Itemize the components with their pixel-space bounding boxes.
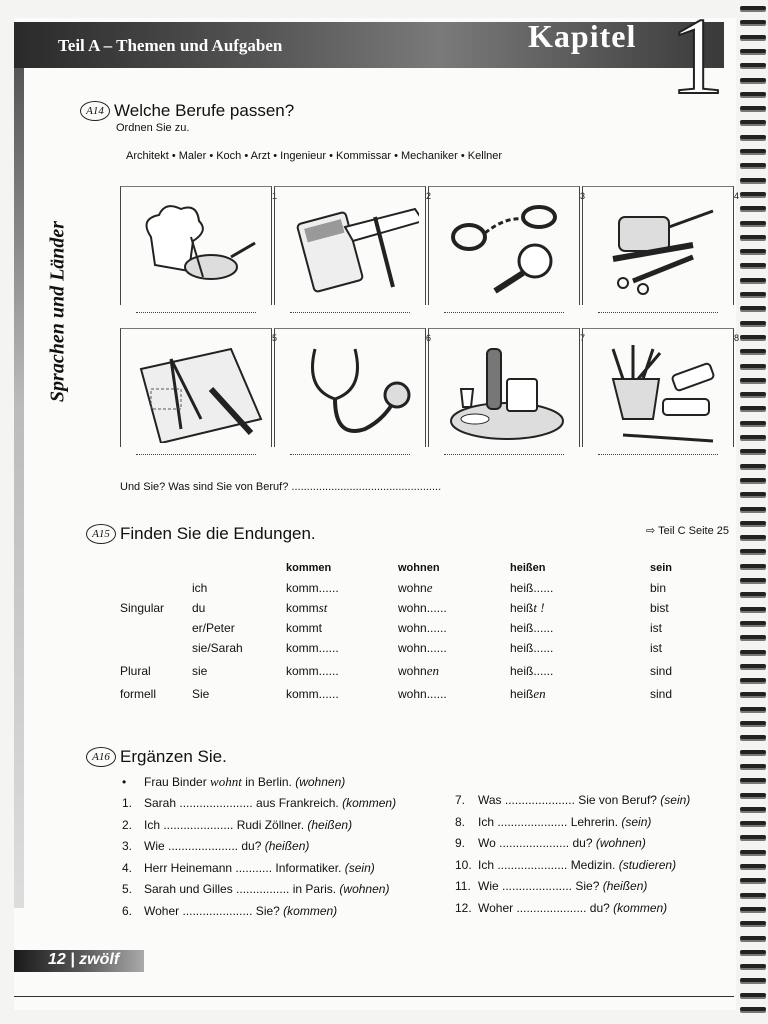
- cell-kommen: komm......: [286, 687, 339, 701]
- spiral-ring: [740, 306, 766, 310]
- exercise-item: [455, 793, 690, 807]
- row-pronoun: du: [192, 601, 206, 615]
- exercise-number: 8.: [455, 814, 466, 829]
- image-number: 8: [733, 333, 739, 343]
- table-row: [120, 578, 710, 598]
- image-box-1: [120, 186, 277, 305]
- spiral-ring: [740, 206, 766, 210]
- spiral-ring: [740, 850, 766, 854]
- image-box-4: [579, 186, 739, 305]
- a16-heading: [86, 746, 227, 767]
- cell-heissen: heißt !: [510, 600, 545, 615]
- spiral-ring: [740, 235, 766, 239]
- spiral-ring: [740, 578, 766, 582]
- spiral-ring: [740, 492, 766, 496]
- cell-sein: bist: [650, 601, 669, 615]
- side-band: [14, 68, 24, 908]
- spiral-ring: [740, 263, 766, 267]
- cell-kommen: kommt: [286, 621, 322, 635]
- cell-kommen: komm......: [286, 664, 339, 678]
- header-wohnen: wohnen: [398, 562, 440, 574]
- a15-heading: [86, 523, 316, 544]
- spiral-ring: [740, 392, 766, 396]
- exercise-hint: (heißen): [264, 839, 310, 854]
- exercise-text: Woher ..................... Sie?: [144, 904, 284, 918]
- row-pronoun: Sie: [192, 687, 210, 701]
- exercise-hint: (wohnen): [595, 836, 646, 851]
- spiral-ring: [740, 978, 766, 982]
- cell-sein: ist: [650, 621, 662, 635]
- spiral-ring: [740, 835, 766, 839]
- handwritten-ending: en: [426, 663, 439, 678]
- spiral-ring: [740, 35, 766, 39]
- a14-question: Und Sie? Was sind Sie von Beruf? .................................................: [120, 481, 442, 493]
- exercise-hint: (heißen): [602, 879, 648, 894]
- exercise-hint: (kommen): [613, 901, 668, 915]
- kapitel-label: Kapitel: [528, 18, 637, 54]
- cell-sein: ist: [650, 641, 662, 655]
- exercise-text: Was ..................... Sie von Beruf?: [478, 793, 661, 807]
- table-row: [120, 598, 710, 618]
- spiral-ring: [740, 592, 766, 596]
- row-pronoun: ich: [192, 581, 208, 595]
- spiral-ring: [740, 549, 766, 553]
- page-word: zwölf: [79, 951, 120, 968]
- image-number: 3: [579, 191, 585, 201]
- spiral-ring: [740, 864, 766, 868]
- conjugation-table: [120, 558, 710, 704]
- exercise-item: [455, 815, 651, 829]
- spiral-ring: [740, 707, 766, 711]
- row-group: Singular: [120, 601, 165, 615]
- row-group: formell: [120, 687, 157, 701]
- cell-wohnen: wohne: [398, 580, 433, 595]
- cell-kommen: komm......: [286, 641, 339, 655]
- answer-line[interactable]: [598, 454, 718, 455]
- spiral-ring: [740, 793, 766, 797]
- answer-line[interactable]: [136, 312, 256, 313]
- spiral-ring: [740, 807, 766, 811]
- spiral-ring: [740, 435, 766, 439]
- image-number: 5: [271, 333, 277, 343]
- row-pronoun: sie/Sarah: [192, 641, 243, 655]
- exercise-number: 1.: [122, 796, 133, 810]
- answer-line[interactable]: [598, 312, 718, 313]
- answer-line[interactable]: [290, 312, 410, 313]
- exercise-item: [455, 879, 647, 893]
- spiral-ring: [740, 650, 766, 654]
- exercise-item: [455, 858, 676, 872]
- image-number: 2: [425, 191, 431, 201]
- handcuffs-icon: [439, 197, 573, 301]
- example-before: Frau Binder: [144, 775, 207, 789]
- exercise-hint: (kommen): [342, 796, 397, 810]
- cell-heissen: heiß......: [510, 641, 554, 655]
- spiral-ring: [740, 163, 766, 167]
- exercise-number: 2.: [122, 817, 133, 832]
- image-box-5: [120, 328, 277, 447]
- exercise-item: [122, 818, 352, 832]
- exercise-text: Ich ..................... Rudi Zöllner.: [144, 817, 308, 832]
- exercise-number: 7.: [455, 793, 466, 807]
- exercise-text: Herr Heinemann ........... Informatiker.: [144, 860, 345, 875]
- spiral-ring: [740, 950, 766, 954]
- spiral-ring: [740, 6, 766, 10]
- spiral-ring: [740, 278, 766, 282]
- answer-line[interactable]: [290, 454, 410, 455]
- header-kommen: kommen: [286, 562, 332, 574]
- spiral-ring: [740, 921, 766, 925]
- example-hint: (wohnen): [295, 775, 346, 789]
- image-box-7: [425, 328, 585, 447]
- cell-wohnen: wohnen: [398, 663, 439, 678]
- tray-drinks-icon: [439, 339, 573, 443]
- answer-line[interactable]: [136, 454, 256, 455]
- image-box-2: [271, 186, 431, 305]
- exercise-item: [455, 836, 646, 850]
- row-pronoun: er/Peter: [192, 621, 235, 635]
- exercise-item: [122, 796, 396, 810]
- image-box-3: [425, 186, 585, 305]
- image-box-8: [579, 328, 739, 447]
- spiral-ring: [740, 135, 766, 139]
- cell-sein: bin: [650, 581, 667, 595]
- exercise-item: [122, 861, 375, 875]
- exercise-number: 12.: [455, 901, 472, 915]
- row-group: [120, 638, 192, 658]
- a15-title: Finden Sie die Endungen.: [120, 523, 316, 543]
- exercise-hint: (sein): [621, 814, 652, 829]
- spiral-ring: [740, 192, 766, 196]
- chapter-number: 1: [669, 0, 725, 117]
- exercise-number: 3.: [122, 839, 133, 854]
- exercise-text: Wie ..................... du?: [144, 839, 265, 854]
- exercise-item: [455, 901, 667, 915]
- footer-line: [14, 996, 734, 997]
- spiral-ring: [740, 878, 766, 882]
- image-number: 1: [271, 191, 277, 201]
- spiral-ring: [740, 321, 766, 325]
- spiral-ring: [740, 635, 766, 639]
- example-bullet: •: [122, 775, 127, 789]
- spiral-ring: [740, 821, 766, 825]
- cell-wohnen: wohn......: [398, 687, 447, 701]
- stethoscope-icon: [285, 339, 419, 443]
- answer-line[interactable]: [444, 312, 564, 313]
- spiral-ring: [740, 335, 766, 339]
- blueprint-icon: [131, 339, 265, 443]
- spiral-ring: [740, 764, 766, 768]
- spiral-ring: [740, 78, 766, 82]
- spiral-ring: [740, 893, 766, 897]
- spiral-ring: [740, 292, 766, 296]
- spiral-ring: [740, 564, 766, 568]
- spiral-ring: [740, 478, 766, 482]
- a15-badge: A15: [86, 524, 116, 544]
- spiral-ring: [740, 178, 766, 182]
- spiral-ring: [740, 507, 766, 511]
- exercise-number: 6.: [122, 904, 133, 918]
- cell-heissen: heiß......: [510, 621, 554, 635]
- handwritten-ending: en: [533, 686, 546, 701]
- spiral-ring: [740, 993, 766, 997]
- exercise-hint: (heißen): [307, 817, 353, 832]
- image-number: 7: [579, 333, 585, 343]
- image-box-6: [271, 328, 431, 447]
- spiral-ring: [740, 750, 766, 754]
- a14-heading: [80, 100, 294, 121]
- spiral-ring: [740, 621, 766, 625]
- exercise-text: Sarah und Gilles ................ in Paris.: [144, 882, 340, 897]
- spiral-ring: [740, 92, 766, 96]
- header-heissen: heißen: [510, 562, 546, 574]
- image-number: 4: [733, 191, 739, 201]
- spiral-ring: [740, 421, 766, 425]
- spiral-ring: [740, 936, 766, 940]
- header-sein: sein: [650, 562, 673, 574]
- exercise-hint: (kommen): [283, 904, 338, 918]
- cell-sein: sind: [650, 687, 673, 701]
- cell-wohnen: wohn......: [398, 641, 447, 655]
- handwritten-ending: e: [426, 580, 433, 595]
- answer-line[interactable]: [444, 454, 564, 455]
- table-header-row: [120, 558, 710, 578]
- spiral-ring: [740, 20, 766, 24]
- cell-heissen: heiß......: [510, 664, 554, 678]
- spiral-ring: [740, 464, 766, 468]
- exercise-number: 10.: [455, 857, 472, 872]
- exercise-hint: (sein): [660, 793, 691, 807]
- table-row: [120, 618, 710, 638]
- spiral-ring: [740, 49, 766, 53]
- spiral-ring: [740, 406, 766, 410]
- example-handwriting: wohnt: [210, 774, 242, 789]
- spiral-ring: [740, 907, 766, 911]
- side-title: Sprachen und Länder: [46, 220, 69, 403]
- paint-brush-icon: [593, 339, 727, 443]
- exercise-number: 4.: [122, 860, 133, 875]
- table-row: [120, 638, 710, 658]
- calculator-icon: [285, 197, 419, 301]
- a14-title: Welche Berufe passen?: [114, 100, 295, 120]
- cell-kommen: komm......: [286, 581, 339, 595]
- header-title: Teil A – Themen und Aufgaben: [58, 36, 283, 55]
- spiral-ring: [740, 535, 766, 539]
- spiral-ring: [740, 249, 766, 253]
- a16-badge: A16: [86, 747, 116, 767]
- a14-instruction: Ordnen Sie zu.: [116, 122, 190, 134]
- spiral-ring: [740, 1007, 766, 1011]
- a15-reference: ⇨ Teil C Seite 25: [646, 525, 729, 537]
- exercise-item: [122, 904, 337, 918]
- cell-kommen: kommst: [286, 600, 328, 615]
- exercise-hint: (sein): [344, 860, 375, 875]
- exercise-hint: (studieren): [618, 857, 677, 872]
- spiral-ring: [740, 607, 766, 611]
- exercise-hint: (wohnen): [339, 882, 390, 897]
- row-pronoun: sie: [192, 664, 208, 678]
- spiral-ring: [740, 221, 766, 225]
- exercise-text: Sarah ...................... aus Frankreich.: [144, 796, 343, 810]
- a14-word-bank: Architekt • Maler • Koch • Arzt • Ingenieur • Kommissar • Mechaniker • Kellner: [126, 150, 503, 162]
- handwritten-ending: t !: [533, 600, 545, 615]
- cell-wohnen: wohn......: [398, 621, 447, 635]
- spiral-ring: [740, 678, 766, 682]
- example-after: in Berlin.: [245, 775, 292, 789]
- spiral-ring: [740, 449, 766, 453]
- spiral-ring: [740, 721, 766, 725]
- cell-heissen: heiß......: [510, 581, 554, 595]
- spiral-ring: [740, 149, 766, 153]
- cell-heissen: heißen: [510, 686, 546, 701]
- a14-badge: A14: [80, 101, 110, 121]
- spiral-ring: [740, 63, 766, 67]
- table-row: [120, 684, 710, 704]
- spiral-ring: [740, 378, 766, 382]
- exercise-item: [122, 882, 389, 896]
- handwritten-ending: st: [318, 600, 328, 615]
- footer-page: 12 | zwölf: [48, 951, 120, 968]
- spiral-ring: [740, 120, 766, 124]
- exercise-text: Woher ..................... du?: [478, 901, 614, 915]
- spiral-ring: [740, 364, 766, 368]
- exercise-number: 11.: [455, 879, 471, 894]
- page-number: 12: [48, 951, 66, 968]
- exercise-text: Wo ..................... du?: [478, 836, 596, 851]
- exercise-item: [122, 839, 309, 853]
- spiral-ring: [740, 735, 766, 739]
- spiral-ring: [740, 521, 766, 525]
- image-number: 6: [425, 333, 431, 343]
- chef-hat-icon: [131, 197, 265, 301]
- a16-example: [122, 774, 345, 790]
- spiral-ring: [740, 778, 766, 782]
- spiral-ring: [740, 692, 766, 696]
- spiral-binding: [738, 0, 768, 1024]
- exercise-text: Wie ..................... Sie?: [478, 879, 603, 894]
- row-group: [120, 618, 192, 638]
- table-row: [120, 658, 710, 684]
- row-group: [120, 578, 192, 598]
- spiral-ring: [740, 349, 766, 353]
- exercise-number: 5.: [122, 882, 133, 897]
- a16-title: Ergänzen Sie.: [120, 746, 227, 766]
- cell-sein: sind: [650, 664, 673, 678]
- spiral-ring: [740, 664, 766, 668]
- spiral-ring: [740, 964, 766, 968]
- row-group: Plural: [120, 664, 151, 678]
- exercise-number: 9.: [455, 836, 466, 851]
- exercise-text: Ich ..................... Lehrerin.: [478, 814, 622, 829]
- exercise-text: Ich ..................... Medizin.: [478, 857, 619, 872]
- wrench-icon: [593, 197, 727, 301]
- spiral-ring: [740, 106, 766, 110]
- cell-wohnen: wohn......: [398, 601, 447, 615]
